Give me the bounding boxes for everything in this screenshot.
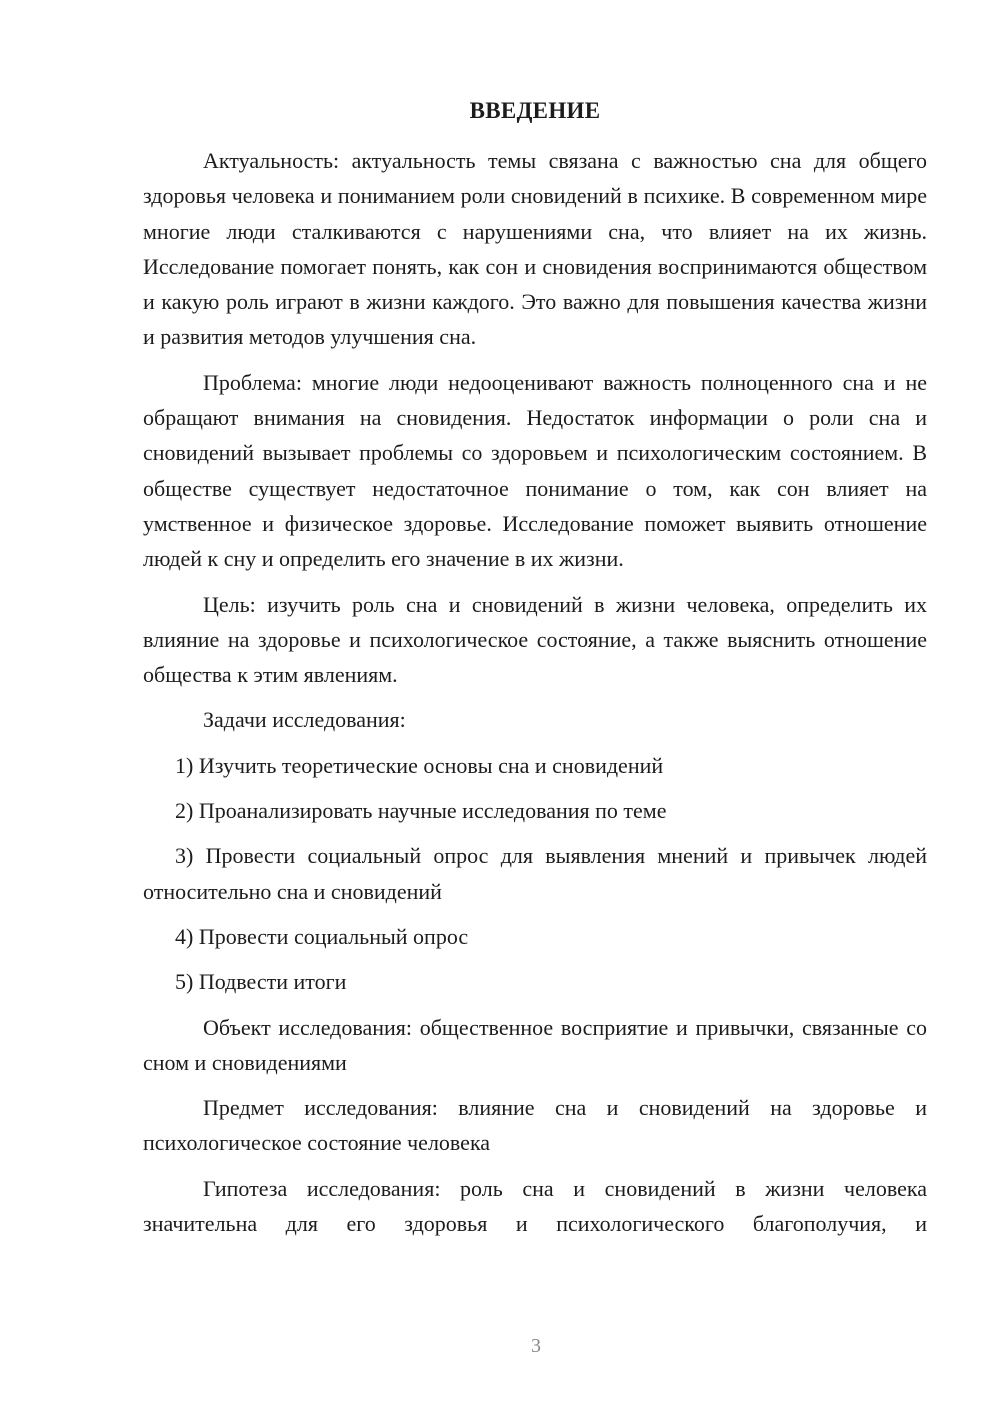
paragraph-hypothesis: Гипотеза исследования: роль сна и сновидений в жизни человека значительна для его здоровья и психологического благополучия, и [143, 1175, 927, 1237]
page-content [143, 96, 927, 1251]
paragraph-object: Объект исследования: общественное восприятие и привычки, связанные со сном и сновидениями [143, 1014, 927, 1075]
task-item-1: 1) Изучить теоретические основы сна и сновидений [175, 752, 664, 778]
task-item-5: 5) Подвести итоги [175, 969, 347, 995]
page-number: 3 [531, 1335, 541, 1357]
task-item-4: 4) Провести социальный опрос [175, 923, 469, 949]
paragraph-relevance: Актуальность: актуальность темы связана с важностью сна для общего здоровья человека и пониманием роли сновидений в психике. В современном мире многие люди сталкиваются с нарушениями сна, что влияет на их жизнь. Исследование помогает понять, как сон и сновидения воспринимаются обществом и какую роль играют в жизни каждого. Это важно для повышения качества жизни и развития методов улучшения сна. [143, 148, 927, 350]
section-title: ВВЕДЕНИЕ [469, 98, 601, 123]
paragraph-goal: Цель: изучить роль сна и сновидений в жизни человека, определить их влияние на здоровье и психологическое состояние, а также выяснить отношение общества к этим явлениям. [143, 591, 927, 688]
paragraph-problem: Проблема: многие люди недооценивают важность полноценного сна и не обращают внимания на сновидения. Недостаток информации о роли сна и сновидений вызывает проблемы со здоровьем и психологическим состоянием. В обществе существует недостаточное понимание о том, как сон влияет на умственное и физическое здоровье. Исследование поможет выявить отношение людей к сну и определить его значение в их жизни. [143, 369, 927, 572]
task-item-2: 2) Проанализировать научные исследования по теме [175, 798, 667, 824]
paragraph-subject: Предмет исследования: влияние сна и сновидений на здоровье и психологическое состояние человека [143, 1095, 927, 1156]
paragraph-tasks-heading: Задачи исследования: [203, 707, 406, 733]
task-item-3: 3) Провести социальный опрос для выявления мнений и привычек людей относительно сна и сновидений [143, 843, 927, 904]
